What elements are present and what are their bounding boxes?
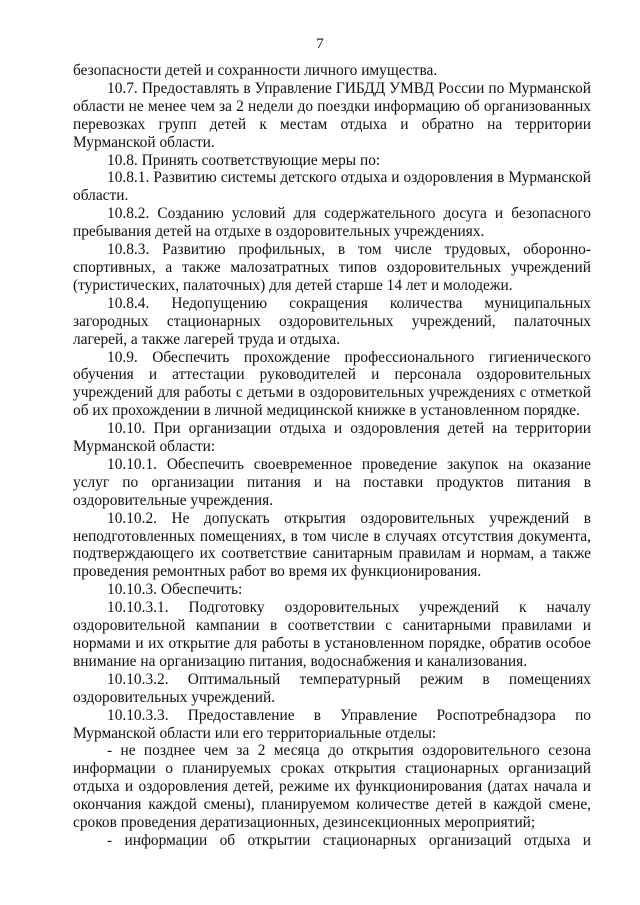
paragraph: 10.10.3.3. Предоставление в Управление Роспотребнадзора по Мурманской области или его территориальные отделы: [73, 706, 591, 742]
paragraph: 10.8. Принять соответствующие меры по: [107, 151, 381, 169]
paragraph: 10.10.3.1. Подготовку оздоровительных учреждений к началу оздоровительной кампании в соответствии с санитарными правилами и нормами и их открытие для работы в установленном порядке, обратив особое внимание на организацию питания, водоснабжения и канализования. [73, 599, 591, 670]
paragraph: 10.8.3. Развитию профильных, в том числе трудовых, оборонно-спортивных, а также малозатратных типов оздоровительных учреждений (туристических, палаточных) для детей старше 14 лет и молодежи. [73, 241, 591, 294]
paragraph: 10.10.3.2. Оптимальный температурный режим в помещениях оздоровительных учреждений. [73, 670, 591, 706]
page-number: 7 [316, 36, 324, 52]
paragraph: 10.10.1. Обеспечить своевременное проведение закупок на оказание услуг по организации питания и на поставки продуктов питания в оздоровительные учреждения. [73, 455, 591, 509]
paragraph: 10.8.4. Недопущению сокращения количества муниципальных загородных стационарных оздоровительных учреждений, палаточных лагерей, а также лагерей труда и отдыха. [73, 294, 591, 348]
paragraph: - не позднее чем за 2 месяца до открытия оздоровительного сезона информации о планируемых сроках открытия стационарных организаций отдыха и оздоровления детей, режиме их функционирования (датах начала и окончания каждой смены), планируемом количестве детей в каждой смене, сроков проведения дератизационных, дезинсекционных мероприятий; [73, 742, 591, 832]
paragraph: 10.8.1. Развитию системы детского отдыха и оздоровления в Мурманской области. [73, 169, 591, 205]
paragraph: - информации об открытии стационарных организаций отдыха и [107, 831, 591, 849]
paragraph: безопасности детей и сохранности личного имущества. [73, 62, 438, 79]
paragraph: 10.10.2. Не допускать открытия оздоровительных учреждений в неподготовленных помещениях, в том числе в случаях отсутствия документа, подтверждающего их соответствие санитарным правилам и нормам, а также проведения ремонтных работ во время их функционирования. [73, 509, 591, 581]
paragraph: 10.7. Предоставлять в Управление ГИБДД УМВД России по Мурманской области не менее чем за 2 недели до поездки информацию об организованных перевозках групп детей к местам отдыха и обратно на территории Мурманской области. [73, 79, 591, 151]
paragraph: 10.9. Обеспечить прохождение профессионального гигиенического обучения и аттестации руководителей и персонала оздоровительных учреждений для работы с детьми в оздоровительных учреждениях с отметкой об их прохождении в личной медицинской книжке в установленном порядке. [73, 348, 591, 420]
paragraph: 10.10.3. Обеспечить: [107, 581, 243, 599]
paragraph: 10.8.2. Созданию условий для содержательного досуга и безопасного пребывания детей на отдыхе в оздоровительных учреждениях. [73, 205, 591, 241]
paragraph: 10.10. При организации отдыха и оздоровления детей на территории Мурманской области: [73, 420, 591, 456]
document-body [73, 62, 591, 850]
